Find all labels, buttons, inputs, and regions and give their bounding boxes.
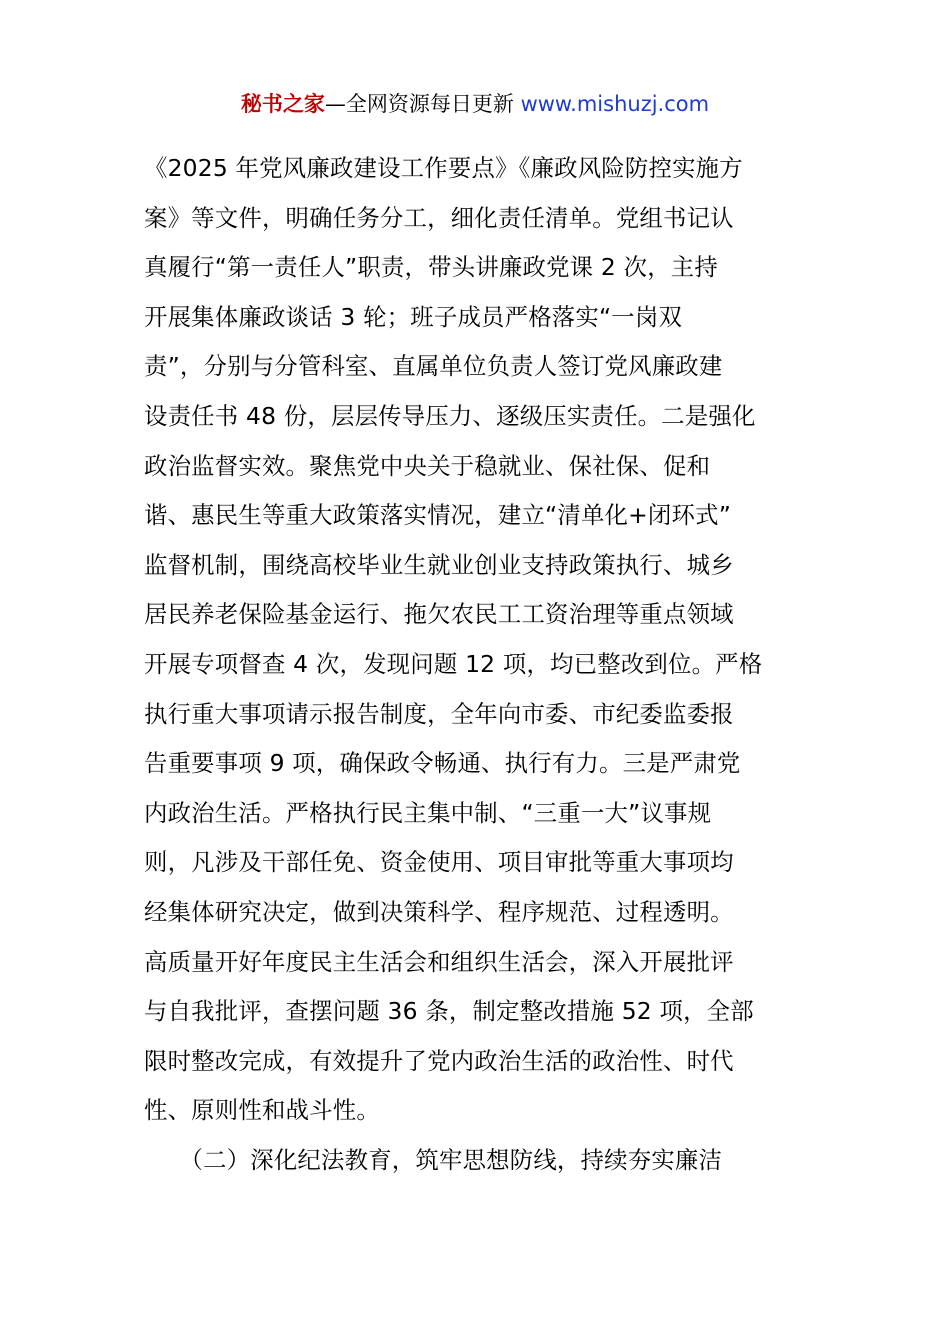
body-line: 性、原则性和战斗性。: [144, 1096, 380, 1125]
body-line: 谐、惠民生等重大政策落实情况，建立“清单化+闭环式”: [144, 501, 732, 530]
body-line: 告重要事项 9 项，确保政令畅通、执行有力。三是严肃党: [144, 749, 741, 778]
body-line: 内政治生活。严格执行民主集中制、“三重一大”议事规: [144, 798, 712, 827]
body-line: 《2025 年党风廉政建设工作要点》《廉政风险防控实施方: [144, 154, 743, 182]
body-line: 设责任书 48 份，层层传导压力、逐级压实责任。二是强化: [144, 401, 756, 430]
body-line: 则，凡涉及干部任免、资金使用、项目审批等重大事项均: [144, 848, 734, 877]
body-line: 监督机制，围绕高校毕业生就业创业支持政策执行、城乡: [144, 550, 734, 579]
body-line: 案》等文件，明确任务分工，细化责任清单。党组书记认: [144, 203, 734, 232]
body-line: 真履行“第一责任人”职责，带头讲廉政党课 2 次，主持: [144, 253, 718, 282]
body-line: 开展集体廉政谈话 3 轮；班子成员严格落实“一岗双: [144, 302, 683, 331]
page-header: [0, 88, 950, 120]
body-line: 与自我批评，查摆问题 36 条，制定整改措施 52 项，全部: [144, 997, 754, 1026]
brand-name: 秘书之家: [240, 92, 325, 116]
body-line: 限时整改完成，有效提升了党内政治生活的政治性、时代: [144, 1046, 734, 1075]
body-line: 经集体研究决定，做到决策科学、程序规范、过程透明。: [144, 897, 734, 926]
body-line: 开展专项督查 4 次，发现问题 12 项，均已整改到位。严格: [144, 649, 763, 678]
document-body: [144, 144, 824, 1185]
header-tagline: —全网资源每日更新: [324, 92, 521, 116]
site-url-link[interactable]: www.mishuzj.com: [520, 92, 710, 116]
body-line: 政治监督实效。聚焦党中央关于稳就业、保社保、促和: [144, 451, 711, 480]
body-line: 责”，分别与分管科室、直属单位负责人签订党风廉政建: [144, 352, 723, 381]
body-line: 高质量开好年度民主生活会和组织生活会，深入开展批评: [144, 947, 734, 976]
section-heading-line: （二）深化纪法教育，筑牢思想防线，持续夯实廉洁: [144, 1145, 723, 1174]
body-line: 执行重大事项请示报告制度，全年向市委、市纪委监委报: [144, 699, 734, 728]
body-line: 居民养老保险基金运行、拖欠农民工工资治理等重点领域: [144, 600, 734, 629]
